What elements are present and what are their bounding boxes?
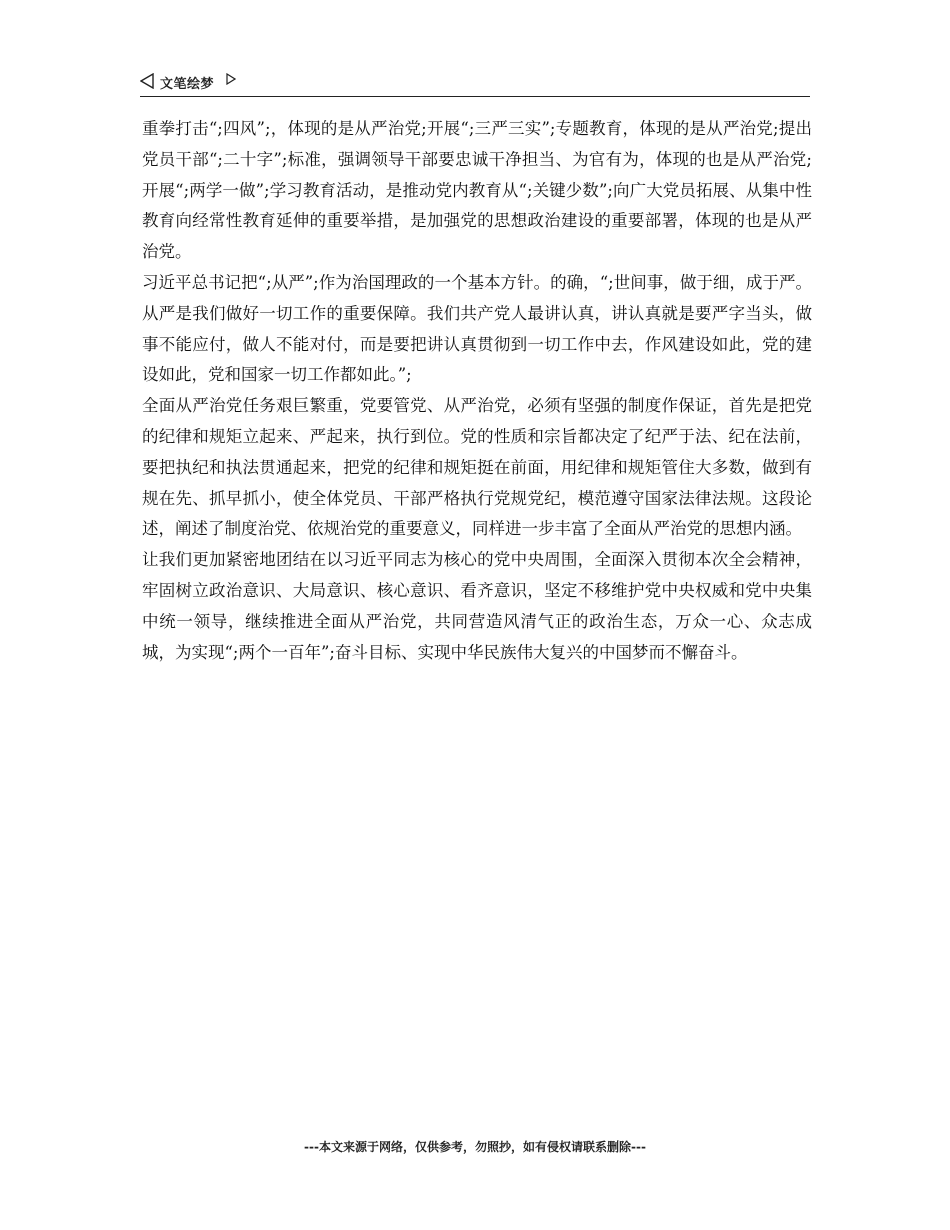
paragraph-3: 全面从严治党任务艰巨繁重，党要管党、从严治党，必须有坚强的制度作保证，首先是把党的纪律和规矩立起来、严起来，执行到位。党的性质和宗旨都决定了纪严于法、纪在法前，要把执纪和执法贯通起来，把党的纪律和规矩挺在前面，用纪律和规矩管住大多数，做到有规在先、抓早抓小，使全体党员、干部严格执行党规党纪，模范遵守国家法律法规。这段论述，阐述了制度治党、依规治党的重要意义，同样进一步丰富了全面从严治党的思想内涵。	[142, 396, 812, 539]
triangle-left-outline-icon	[140, 73, 154, 89]
triangle-right-outline-icon	[226, 73, 236, 85]
footer-disclaimer: ---本文来源于网络，仅供参考，勿照抄，如有侵权请联系删除---	[304, 1140, 646, 1154]
paragraph-2: 习近平总书记把“;从严”;作为治国理政的一个基本方针。的确，“;世间事，做于细，成于严。从严是我们做好一切工作的重要保障。我们共产党人最讲认真，讲认真就是要严字当头，做事不能应付，做人不能对付，而是要把讲认真贯彻到一切工作中去，作风建设如此，党的建设如此，党和国家一切工作都如此。”;	[142, 272, 812, 385]
page-header	[140, 70, 810, 97]
paragraph-4: 让我们更加紧密地团结在以习近平同志为核心的党中央周围，全面深入贯彻本次全会精神，牢固树立政治意识、大局意识、核心意识、看齐意识，坚定不移维护党中央权威和党中央集中统一领导，继续推进全面从严治党，共同营造风清气正的政治生态，万众一心、众志成城，为实现“;两个一百年”;奋斗目标、实现中华民族伟大复兴的中国梦而不懈奋斗。	[142, 550, 812, 662]
brand-title: 文笔绘梦	[160, 77, 215, 92]
paragraph-1: 重拳打击“;四风”;，体现的是从严治党;开展“;三严三实”;专题教育，体现的是从严治党;提出党员干部“;二十字”;标准，强调领导干部要忠诚干净担当、为官有为，体现的也是从严治党;开展“;两学一做”;学习教育活动，是推动党内教育从“;关键少数”;向广大党员拓展、从集中性教育向经常性教育延伸的重要举措，是加强党的思想政治建设的重要部署，体现的也是从严治党。	[142, 119, 812, 262]
document-body	[142, 114, 812, 668]
